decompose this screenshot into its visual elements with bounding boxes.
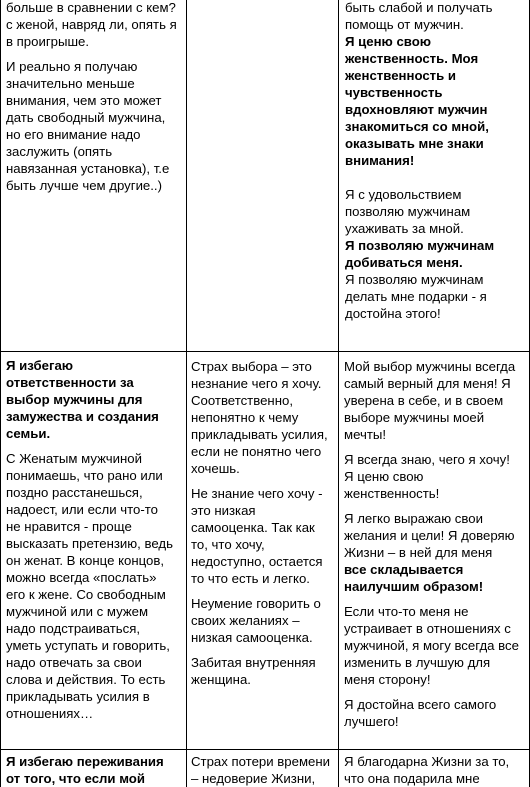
text-line: желания и цели! Я доверяю	[344, 528, 515, 543]
text-line: слова и действия. То есть	[6, 672, 166, 687]
text-line: Я ценю свою	[344, 469, 424, 484]
text-line: больше в сравнении с кем?	[6, 0, 176, 15]
row1-col1-cell	[6, 0, 184, 202]
text-line: непонятно к чему	[191, 410, 299, 425]
text-line: мужчиной, я могу всегда все	[344, 638, 519, 653]
text-line: если не понятно чего	[191, 444, 322, 459]
row3-col3-cell	[344, 753, 528, 787]
row2-col3-cell	[344, 358, 528, 738]
text-line: навязанная установка), т.е	[6, 161, 170, 176]
text-line: понимаешь, что рано или	[6, 468, 163, 483]
text-line: поздно расстанешься,	[6, 485, 143, 500]
affirmation-line: Я позволяю мужчинам	[345, 238, 495, 253]
affirmation-line: наилучшим образом!	[344, 579, 484, 594]
affirmation-line: все складывается	[344, 562, 464, 577]
text-line: значительно меньше	[6, 76, 135, 91]
text-line: Забитая внутренняя	[191, 655, 316, 670]
column-divider-1	[186, 0, 187, 787]
text-line: Я достойна всего самого	[344, 697, 497, 712]
text-line: мужчиной или с мужем	[6, 604, 149, 619]
text-line: мечты!	[344, 427, 387, 442]
heading-line: семьи.	[6, 426, 51, 441]
column-divider-2	[338, 0, 339, 787]
text-line: помощь от мужчин.	[345, 17, 464, 32]
text-line: недоступно, остается	[191, 554, 323, 569]
text-line: не нравится - проще	[6, 519, 132, 534]
row3-col1-cell	[6, 753, 184, 787]
text-line: уверена в себе, и в своем	[344, 393, 504, 408]
text-line: надо подстраиваться,	[6, 621, 141, 636]
text-line: с женой, навряд ли, опять я	[6, 17, 177, 32]
text-line: Не знание чего хочу -	[191, 486, 323, 501]
text-line: Страх выбора – это	[191, 359, 312, 374]
text-line: выборе мужчины моей	[344, 410, 485, 425]
row2-col2-cell	[191, 358, 337, 696]
text-line: прикладывать усилия,	[191, 427, 328, 442]
text-line: дать свободный мужчина,	[6, 110, 166, 125]
text-line: что она подарила мне	[344, 771, 480, 786]
affirmation-line: оказывать мне знаки	[345, 136, 484, 151]
text-line: Неумение говорить о	[191, 596, 321, 611]
text-line: изменить в лучшую для	[344, 655, 491, 670]
affirmation-line: женственность. Моя	[345, 51, 479, 66]
text-line: женственность!	[344, 486, 440, 501]
heading-line: Я избегаю	[6, 358, 74, 373]
text-line: меня сторону!	[344, 672, 431, 687]
text-line: то что есть и легко.	[191, 571, 310, 586]
text-line: устраивает в отношениях с	[344, 621, 511, 636]
text-line: Я всегда знаю, чего я хочу!	[344, 452, 510, 467]
text-line: хочешь.	[191, 461, 240, 476]
affirmation-line: знакомиться со мной,	[345, 119, 489, 134]
heading-line: от того, что если мой	[6, 771, 145, 786]
row-divider-1	[0, 351, 530, 352]
text-line: внимания, чем это может	[6, 93, 162, 108]
text-line: низкая самооценка.	[191, 630, 313, 645]
text-line: делать мне подарки - я	[345, 289, 487, 304]
text-line: прикладывать усилия в	[6, 689, 150, 704]
text-line: быть слабой и получать	[345, 0, 493, 15]
text-line: И реально я получаю	[6, 59, 138, 74]
text-line: самооценка. Так как	[191, 520, 315, 535]
heading-line: ответственности за	[6, 375, 134, 390]
row1-col2-cell	[190, 0, 334, 350]
affirmation-line: внимания!	[345, 153, 415, 168]
affirmation-line: женственность и	[345, 68, 457, 83]
text-line: лучшего!	[344, 714, 399, 729]
heading-line: замужества и создания	[6, 409, 159, 424]
text-line: незнание чего я хочу.	[191, 376, 322, 391]
text-line: Я с удовольствием	[345, 187, 462, 202]
row3-col2-cell	[191, 753, 337, 787]
affirmation-line: Я ценю свою	[345, 34, 432, 49]
text-line: уметь уступать и говорить,	[6, 638, 170, 653]
heading-line: Я избегаю переживания	[6, 754, 164, 769]
text-line: отношениях…	[6, 706, 94, 721]
affirmation-line: чувственность	[345, 85, 443, 100]
column-divider-left	[0, 0, 1, 787]
text-line: Мой выбор мужчины всегда	[344, 359, 516, 374]
text-line: быть лучше чем другие..)	[6, 178, 162, 193]
text-line: можно всегда «послать»	[6, 570, 157, 585]
text-line: Если что-то меня не	[344, 604, 469, 619]
text-line: – недоверие Жизни,	[191, 771, 316, 786]
text-line: Я позволяю мужчинам	[345, 272, 484, 287]
text-line: но его внимание надо	[6, 127, 141, 142]
text-line: то, что хочу,	[191, 537, 265, 552]
row-divider-2	[0, 749, 530, 750]
text-line: женщина.	[191, 672, 251, 687]
text-line: высказать претензию, ведь	[6, 536, 173, 551]
text-line: Я благодарна Жизни за то,	[344, 754, 510, 769]
text-line: самый верный для меня! Я	[344, 376, 511, 391]
affirmation-line: добиваться меня.	[345, 255, 463, 270]
row1-col3-cell	[345, 0, 527, 322]
text-line: своих желаниях –	[191, 613, 300, 628]
text-line: Я легко выражаю свои	[344, 511, 483, 526]
text-line: С Женатым мужчиной	[6, 451, 142, 466]
heading-line: выбор мужчины для	[6, 392, 143, 407]
text-line: достойна этого!	[345, 306, 441, 321]
text-line: надоест, или если что-то	[6, 502, 158, 517]
text-line: он женат. В конце концов,	[6, 553, 165, 568]
text-line: Жизни – в ней для меня	[344, 545, 493, 560]
text-line: в проигрыше.	[6, 34, 90, 49]
affirmation-line: вдохновляют мужчин	[345, 102, 488, 117]
text-line: это низкая	[191, 503, 256, 518]
text-line: надо отвечать за свои	[6, 655, 142, 670]
text-line: ухаживать за мной.	[345, 221, 464, 236]
row2-col1-cell	[6, 357, 184, 730]
text-line: Страх потери времени	[191, 754, 330, 769]
text-line: Соответственно,	[191, 393, 293, 408]
text-line: позволяю мужчинам	[345, 204, 471, 219]
text-line: заслужить (опять	[6, 144, 113, 159]
text-line: его к жене. Со свободным	[6, 587, 166, 602]
